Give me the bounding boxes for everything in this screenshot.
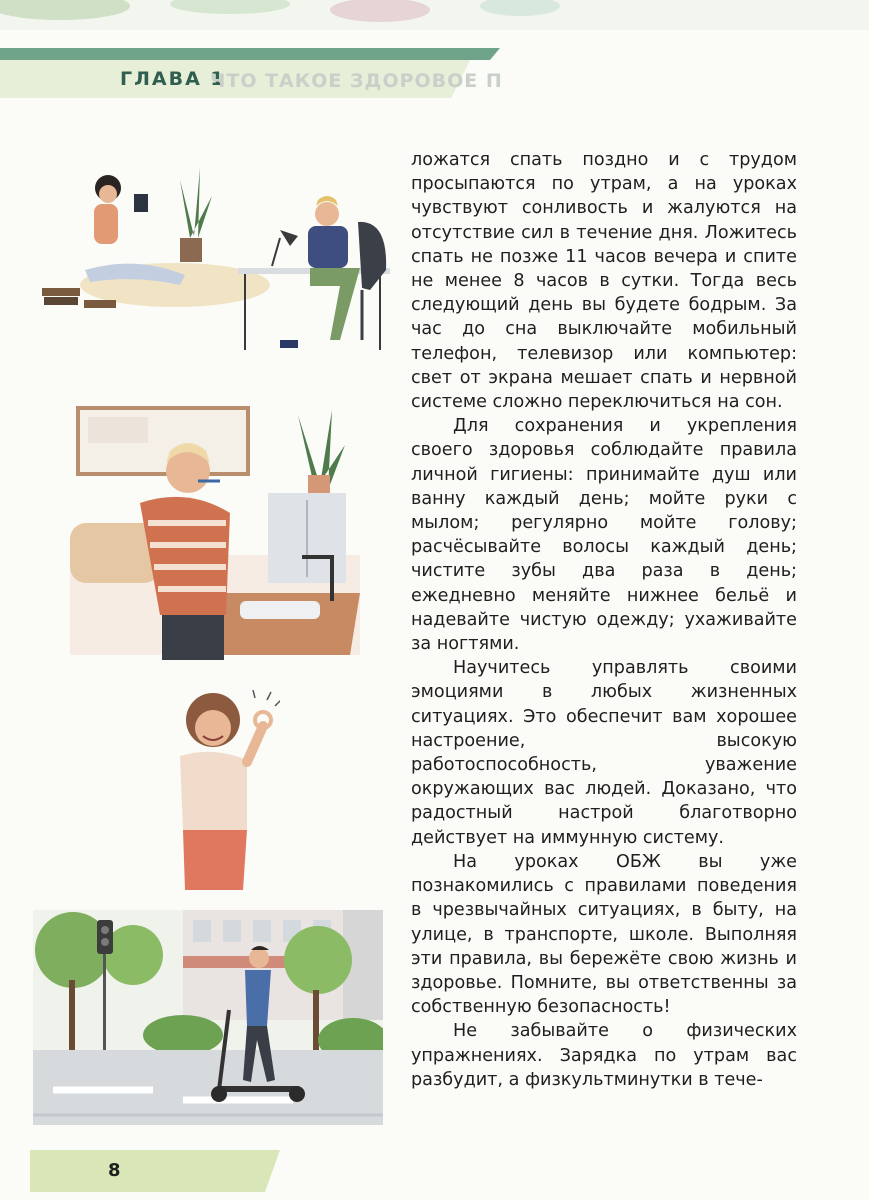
paragraph-exercise: Не забывайте о физических упражнениях. Зарядка по утрам вас разбудит, а физкультминутки в тече-	[411, 1021, 797, 1090]
show-through-title: ЧТО ТАКОЕ ЗДОРОВОЕ П	[210, 70, 503, 92]
body-text	[411, 148, 797, 1092]
page-number: 8	[108, 1160, 121, 1181]
header-accent-band	[0, 48, 500, 60]
top-decoration-art	[0, 0, 869, 30]
paragraph-emotions: Научитесь управлять своими эмоциями в любых жизненных ситуациях. Это обеспечит вам хорошее настроение, высокую работоспособность, уважение окружающих вас людей. Доказано, что радостный настрой благотворно действует на иммунную систему.	[411, 658, 797, 848]
illustration-reading-studying	[40, 160, 400, 360]
paragraph-sleep: ложатся спать поздно и с трудом просыпаются по утрам, а на уроках чувствуют сонливость и жалуются на отсутствие сил в течение дня. Ложитесь спать не позже 11 часов вечера и спите не менее 8 часов в сутки. Тогда весь следующий день вы будете бодрым. За час до сна выключайте мобильный телефон, телевизор или компьютер: свет от экрана мешает спать и нервной системе сложно переключиться на сон.	[411, 150, 797, 413]
illustration-positive-emotions	[155, 690, 280, 890]
illustration-street-safety	[33, 910, 383, 1125]
chapter-label: ГЛАВА 1	[120, 68, 226, 90]
illustration-hygiene	[70, 405, 360, 660]
top-decoration	[0, 0, 869, 30]
paragraph-hygiene: Для сохранения и укрепления своего здоровья соблюдайте правила личной гигиены: принимайте душ или ванну каждый день; мойте руки с мылом; регулярно мойте голову; расчёсывайте волосы каждый день; чистите зубы два раза в день; ежедневно меняйте нижнее бельё и надевайте чистую одежду; ухаживайте за ногтями.	[411, 416, 797, 655]
paragraph-safety: На уроках ОБЖ вы уже познакомились с правилами поведения в чрезвычайных ситуациях, в быту, на улице, в транспорте, школе. Выполняя эти правила, вы бережёте свою жизнь и здоровье. Помните, вы ответственны за собственную безопасность!	[411, 851, 797, 1018]
footer-band	[30, 1150, 280, 1192]
